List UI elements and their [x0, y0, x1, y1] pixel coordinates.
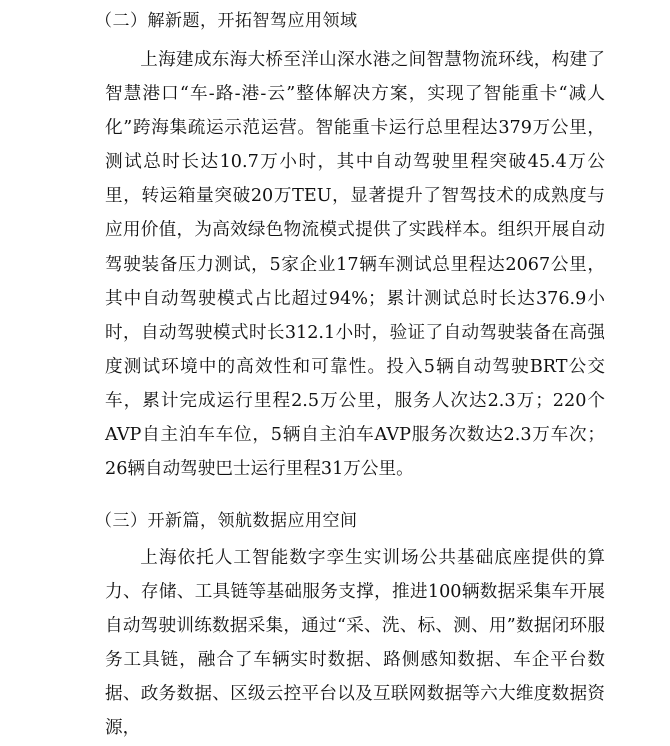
section-heading-2: （二）解新题，开拓智驾应用领域: [95, 11, 358, 31]
section-heading-3: （三）开新篇，领航数据应用空间: [95, 511, 358, 531]
section-paragraph-3: 上海依托人工智能数字孪生实训场公共基础底座提供的算力、存储、工具链等基础服务支撑，推进100辆数据采集车开展自动驾驶训练数据采集，通过“采、洗、标、测、用”数据闭环服务工具链，融合了车辆实时数据、路侧感知数据、车企平台数据、政务数据、区级云控平台以及互联网数据等六大维度数据资源，: [105, 548, 605, 739]
section-paragraph-2: 上海建成东海大桥至洋山深水港之间智慧物流环线，构建了智慧港口“车-路-港-云”整体解决方案，实现了智能重卡“减人化”跨海集疏运示范运营。智能重卡运行总里程达379万公里，测试总时长达10.7万小时，其中自动驾驶里程突破45.4万公里，转运箱量突破20万TEU，显著提升了智驾技术的成熟度与应用价值，为高效绿色物流模式提供了实践样本。组织开展自动驾驶装备压力测试，5家企业17辆车测试总里程达2067公里，其中自动驾驶模式占比超过94%；累计测试总时长达376.9小时，自动驾驶模式时长312.1小时，验证了自动驾驶装备在高强度测试环境中的高效性和可靠性。投入5辆自动驾驶BRT公交车，累计完成运行里程2.5万公里，服务人次达2.3万；220个AVP自主泊车车位，5辆自主泊车AVP服务次数达2.3万车次；26辆自动驾驶巴士运行里程31万公里。: [105, 50, 605, 480]
